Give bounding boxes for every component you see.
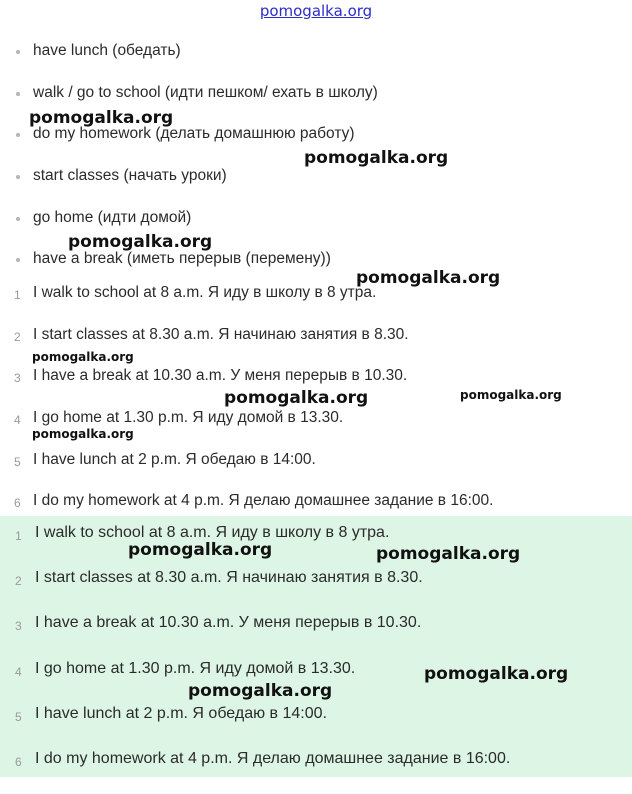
item-text: I walk to school at 8 a.m. Я иду в школу в 8 утра. bbox=[35, 524, 390, 541]
item-number: 2 bbox=[14, 329, 21, 344]
item-number: 2 bbox=[15, 574, 22, 589]
item-number: 4 bbox=[15, 664, 22, 679]
item-number: 3 bbox=[14, 371, 21, 386]
list-item bbox=[0, 450, 632, 492]
list-item: start classes (начать уроки) bbox=[0, 166, 632, 208]
item-number: 6 bbox=[15, 754, 22, 769]
bullet-icon bbox=[16, 133, 20, 137]
bullet-icon bbox=[16, 175, 20, 179]
sentence-list bbox=[0, 283, 632, 533]
watermark: pomogalka.org bbox=[376, 544, 521, 564]
item-number: 5 bbox=[14, 454, 21, 469]
item-text: I do my homework at 4 p.m. Я делаю домашнее задание в 16:00. bbox=[33, 492, 494, 510]
watermark: pomogalka.org bbox=[68, 232, 213, 252]
watermark: pomogalka.org bbox=[304, 148, 449, 168]
item-text: I have a break at 10.30 a.m. У меня перерыв в 10.30. bbox=[35, 614, 422, 632]
watermark: pomogalka.org bbox=[424, 664, 569, 684]
item-number: 4 bbox=[14, 413, 21, 428]
item-text: I have a break at 10.30 a.m. У меня перерыв в 10.30. bbox=[33, 367, 408, 385]
list-item bbox=[0, 704, 632, 749]
item-number: 6 bbox=[14, 496, 21, 511]
list-item bbox=[0, 568, 632, 613]
item-text: I do my homework at 4 p.m. Я делаю домашнее задание в 16:00. bbox=[35, 749, 511, 767]
item-text: I have lunch at 2 p.m. Я обедаю в 14:00. bbox=[35, 704, 327, 722]
watermark: pomogalka.org bbox=[188, 681, 333, 701]
item-text: I go home at 1.30 p.m. Я иду домой в 13.30. bbox=[33, 409, 344, 427]
watermark: pomogalka.org bbox=[460, 388, 562, 402]
watermark: pomogalka.org bbox=[128, 540, 273, 560]
list-item bbox=[0, 613, 632, 658]
watermark: pomogalka.org bbox=[32, 427, 134, 441]
item-text: I go home at 1.30 p.m. Я иду домой в 13.30. bbox=[35, 659, 356, 677]
item-number: 3 bbox=[15, 619, 22, 634]
watermark: pomogalka.org bbox=[29, 108, 174, 128]
bullet-icon bbox=[16, 217, 20, 221]
watermark: pomogalka.org bbox=[224, 388, 369, 408]
item-number: 1 bbox=[15, 529, 22, 543]
bullet-icon bbox=[16, 258, 20, 262]
item-text: I walk to school at 8 a.m. Я иду в школу в 8 утра. bbox=[33, 284, 377, 301]
item-text: I start classes at 8.30 a.m. Я начинаю занятия в 8.30. bbox=[35, 569, 423, 587]
watermark: pomogalka.org bbox=[356, 268, 501, 288]
answer-list bbox=[0, 523, 632, 794]
watermark: pomogalka.org bbox=[32, 350, 134, 364]
item-number: 1 bbox=[14, 288, 21, 302]
top-watermark-link[interactable]: pomogalka.org bbox=[259, 2, 373, 20]
list-item: do my homework (делать домашнюю работу) bbox=[0, 124, 632, 166]
list-item: go home (идти домой) bbox=[0, 208, 632, 250]
bullet-icon bbox=[16, 50, 20, 54]
list-item: have lunch (обедать) bbox=[0, 41, 632, 83]
list-item bbox=[0, 749, 632, 794]
item-number: 5 bbox=[15, 709, 22, 724]
bullet-icon bbox=[16, 92, 20, 96]
list-item bbox=[0, 283, 632, 325]
list-item bbox=[0, 523, 632, 568]
list-item: walk / go to school (идти пешком/ ехать в школу) bbox=[0, 83, 632, 125]
item-text: I start classes at 8.30 a.m. Я начинаю занятия в 8.30. bbox=[33, 325, 409, 343]
item-text: I have lunch at 2 p.m. Я обедаю в 14:00. bbox=[33, 450, 316, 468]
list-item: have a break (иметь перерыв (перемену)) bbox=[0, 249, 632, 291]
